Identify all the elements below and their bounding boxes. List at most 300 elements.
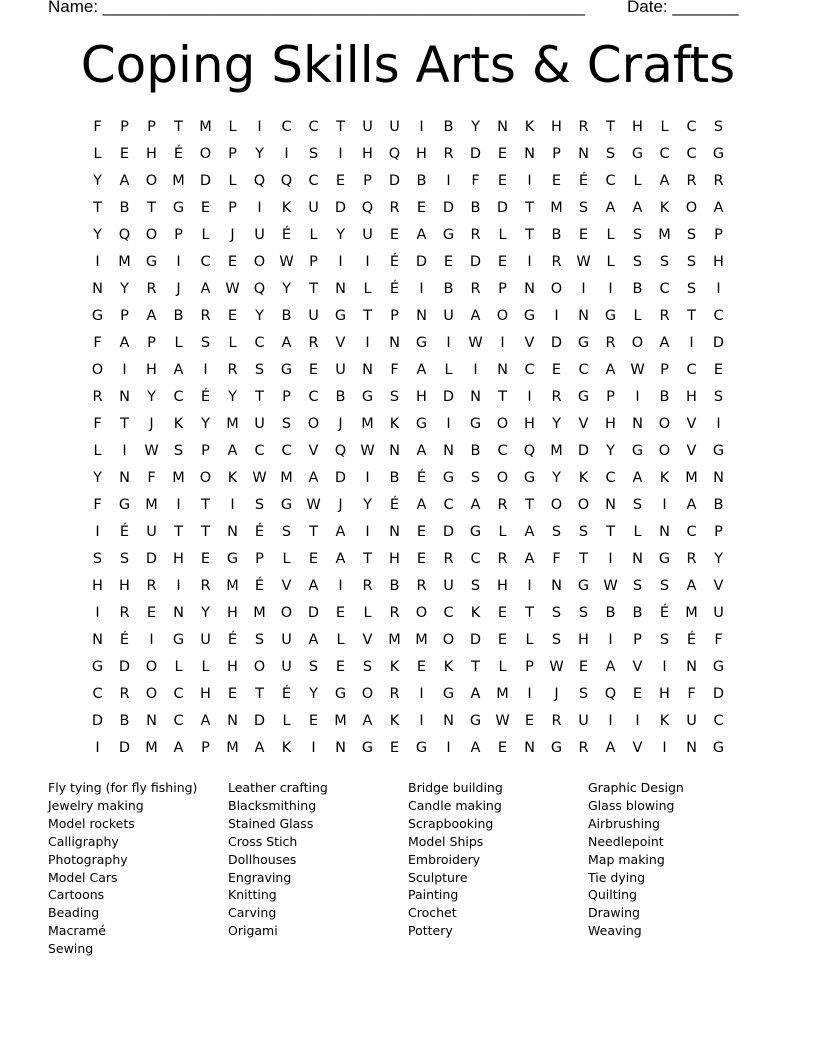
grid-letter: I bbox=[716, 281, 721, 297]
grid-letter: S bbox=[362, 659, 373, 675]
grid-letter: A bbox=[254, 740, 265, 756]
grid-letter: O bbox=[199, 146, 212, 162]
grid-letter: T bbox=[525, 227, 534, 243]
grid-letter: R bbox=[443, 146, 454, 162]
grid-letter: B bbox=[119, 713, 130, 729]
grid-letter: S bbox=[578, 686, 589, 702]
grid-letter: P bbox=[201, 443, 210, 459]
grid-letter: S bbox=[632, 578, 643, 594]
grid-letter: W bbox=[468, 335, 483, 351]
grid-letter: W bbox=[495, 713, 510, 729]
grid-letter: K bbox=[470, 605, 481, 621]
grid-letter: I bbox=[662, 740, 667, 756]
grid-letter: P bbox=[282, 389, 291, 405]
grid-letter: K bbox=[173, 416, 184, 432]
grid-letter: C bbox=[686, 524, 697, 540]
word-list-item: Dollhouses bbox=[228, 851, 297, 867]
grid-letter: A bbox=[470, 308, 481, 324]
grid-letter: G bbox=[712, 740, 725, 756]
grid-letter: Y bbox=[282, 281, 291, 297]
grid-letter: E bbox=[308, 362, 319, 378]
word-list-item: Bridge building bbox=[408, 780, 503, 795]
grid-letter: A bbox=[632, 470, 643, 486]
grid-letter: A bbox=[200, 713, 211, 729]
grid-letter: W bbox=[576, 254, 591, 270]
grid-letter: O bbox=[280, 605, 293, 621]
grid-letter: I bbox=[419, 713, 424, 729]
grid-letter: E bbox=[308, 551, 319, 567]
grid-letter: V bbox=[578, 416, 589, 432]
grid-letter: M bbox=[550, 200, 563, 216]
grid-letter: D bbox=[469, 254, 482, 270]
grid-letter: S bbox=[254, 632, 265, 648]
grid-row bbox=[84, 222, 732, 249]
grid-letter: I bbox=[446, 416, 451, 432]
grid-letter: S bbox=[173, 443, 184, 459]
grid-letter: N bbox=[524, 146, 535, 162]
grid-letter: N bbox=[173, 605, 184, 621]
grid-letter: G bbox=[91, 308, 104, 324]
grid-letter: P bbox=[147, 335, 156, 351]
grid-letter: B bbox=[659, 389, 670, 405]
grid-letter: L bbox=[525, 632, 534, 648]
grid-letter: A bbox=[605, 362, 616, 378]
word-search-grid bbox=[84, 114, 732, 762]
grid-letter: O bbox=[658, 416, 671, 432]
grid-letter: K bbox=[524, 119, 535, 135]
grid-letter: B bbox=[389, 470, 400, 486]
grid-letter: R bbox=[551, 389, 562, 405]
grid-letter: T bbox=[471, 659, 480, 675]
word-list-item: Jewelry making bbox=[48, 797, 144, 813]
grid-letter: Y bbox=[120, 281, 129, 297]
grid-letter: L bbox=[201, 659, 210, 675]
grid-letter: O bbox=[145, 227, 158, 243]
grid-row bbox=[84, 600, 732, 627]
grid-letter: M bbox=[226, 578, 239, 594]
grid-letter: U bbox=[713, 605, 724, 621]
grid-letter: N bbox=[146, 713, 157, 729]
word-list-item: Model Ships bbox=[408, 833, 484, 849]
grid-letter: D bbox=[334, 200, 347, 216]
grid-letter: A bbox=[119, 335, 130, 351]
grid-letter: S bbox=[686, 254, 697, 270]
grid-letter: N bbox=[92, 281, 103, 297]
grid-letter: K bbox=[389, 713, 400, 729]
grid-letter: L bbox=[363, 605, 372, 621]
grid-row bbox=[84, 249, 732, 276]
grid-letter: R bbox=[92, 389, 103, 405]
grid-letter: R bbox=[200, 308, 211, 324]
grid-letter: K bbox=[659, 200, 670, 216]
grid-letter: N bbox=[686, 659, 697, 675]
grid-letter: B bbox=[470, 200, 481, 216]
grid-letter: A bbox=[524, 551, 535, 567]
grid-letter: T bbox=[525, 200, 534, 216]
word-list-item: Scrapbooking bbox=[408, 815, 494, 831]
grid-row bbox=[84, 438, 732, 465]
grid-letter: E bbox=[335, 173, 346, 189]
grid-letter: A bbox=[200, 281, 211, 297]
word-list-item: Carving bbox=[228, 905, 277, 921]
grid-letter: I bbox=[365, 470, 370, 486]
grid-letter: O bbox=[307, 416, 320, 432]
grid-letter: A bbox=[632, 200, 643, 216]
grid-letter: M bbox=[334, 713, 347, 729]
grid-letter: E bbox=[227, 254, 238, 270]
grid-letter: L bbox=[174, 659, 183, 675]
grid-letter: E bbox=[416, 524, 427, 540]
grid-letter: K bbox=[389, 659, 400, 675]
grid-letter: K bbox=[281, 200, 292, 216]
grid-letter: S bbox=[632, 254, 643, 270]
grid-letter: G bbox=[469, 524, 482, 540]
grid-letter: G bbox=[577, 335, 590, 351]
grid-letter: E bbox=[200, 551, 211, 567]
grid-letter: Q bbox=[118, 227, 131, 243]
grid-letter: H bbox=[389, 551, 400, 567]
grid-letter: H bbox=[173, 551, 184, 567]
grid-letter: O bbox=[496, 416, 509, 432]
word-list-item: Glass blowing bbox=[588, 797, 675, 813]
grid-letter: E bbox=[713, 362, 724, 378]
grid-letter: L bbox=[282, 551, 291, 567]
grid-letter: H bbox=[524, 416, 535, 432]
grid-letter: S bbox=[281, 416, 292, 432]
word-list-item: Graphic Design bbox=[588, 780, 684, 795]
grid-letter: T bbox=[309, 281, 318, 297]
grid-letter: T bbox=[525, 497, 534, 513]
grid-letter: N bbox=[524, 740, 535, 756]
grid-letter: U bbox=[146, 524, 157, 540]
grid-letter: O bbox=[550, 497, 563, 513]
grid-letter: D bbox=[145, 551, 158, 567]
grid-letter: W bbox=[225, 281, 240, 297]
word-list-item: Knitting bbox=[228, 887, 277, 903]
grid-letter: R bbox=[497, 497, 508, 513]
grid-row bbox=[84, 465, 732, 492]
grid-letter: N bbox=[119, 470, 130, 486]
grid-letter: N bbox=[443, 443, 454, 459]
grid-letter: D bbox=[712, 335, 725, 351]
grid-letter: E bbox=[389, 740, 400, 756]
grid-letter: A bbox=[416, 443, 427, 459]
grid-letter: I bbox=[689, 335, 694, 351]
grid-letter: U bbox=[281, 659, 292, 675]
grid-letter: E bbox=[227, 308, 238, 324]
grid-letter: P bbox=[201, 740, 210, 756]
grid-letter: A bbox=[605, 200, 616, 216]
grid-letter: É bbox=[227, 632, 238, 648]
grid-letter: U bbox=[200, 632, 211, 648]
grid-letter: E bbox=[416, 659, 427, 675]
grid-letter: J bbox=[338, 416, 343, 432]
grid-letter: H bbox=[551, 119, 562, 135]
grid-letter: I bbox=[527, 389, 532, 405]
grid-letter: V bbox=[335, 335, 346, 351]
grid-letter: S bbox=[713, 119, 724, 135]
grid-letter: N bbox=[227, 524, 238, 540]
grid-letter: E bbox=[443, 254, 454, 270]
grid-letter: A bbox=[362, 713, 373, 729]
grid-letter: H bbox=[416, 389, 427, 405]
grid-letter: I bbox=[554, 308, 559, 324]
grid-letter: J bbox=[230, 227, 235, 243]
grid-letter: H bbox=[578, 632, 589, 648]
grid-letter: M bbox=[496, 686, 509, 702]
grid-letter: Q bbox=[253, 281, 266, 297]
grid-letter: I bbox=[365, 335, 370, 351]
grid-letter: D bbox=[712, 686, 725, 702]
grid-letter: P bbox=[660, 362, 669, 378]
grid-letter: I bbox=[284, 146, 289, 162]
grid-letter: I bbox=[230, 497, 235, 513]
grid-letter: M bbox=[361, 416, 374, 432]
word-list-item: Quilting bbox=[588, 887, 637, 903]
grid-letter: R bbox=[308, 335, 319, 351]
grid-letter: T bbox=[201, 497, 210, 513]
grid-letter: A bbox=[281, 335, 292, 351]
grid-letter: L bbox=[174, 335, 183, 351]
grid-letter: E bbox=[497, 146, 508, 162]
grid-letter: I bbox=[527, 578, 532, 594]
grid-letter: N bbox=[389, 335, 400, 351]
grid-letter: É bbox=[416, 470, 427, 486]
grid-letter: L bbox=[606, 227, 615, 243]
word-list-item: Cartoons bbox=[48, 887, 105, 903]
grid-letter: D bbox=[415, 254, 428, 270]
grid-letter: H bbox=[227, 659, 238, 675]
grid-letter: S bbox=[308, 146, 319, 162]
word-list-column bbox=[588, 779, 684, 940]
grid-letter: R bbox=[578, 740, 589, 756]
grid-letter: L bbox=[336, 632, 345, 648]
grid-letter: B bbox=[713, 497, 724, 513]
grid-letter: E bbox=[497, 254, 508, 270]
grid-letter: O bbox=[253, 254, 266, 270]
grid-letter: S bbox=[659, 254, 670, 270]
grid-letter: Y bbox=[147, 389, 156, 405]
grid-letter: E bbox=[497, 173, 508, 189]
grid-letter: R bbox=[119, 686, 130, 702]
grid-letter: G bbox=[145, 254, 158, 270]
grid-letter: U bbox=[254, 227, 265, 243]
grid-letter: G bbox=[415, 416, 428, 432]
grid-letter: S bbox=[470, 470, 481, 486]
grid-letter: G bbox=[469, 416, 482, 432]
grid-letter: P bbox=[174, 227, 183, 243]
grid-letter: H bbox=[713, 254, 724, 270]
grid-letter: N bbox=[335, 281, 346, 297]
grid-letter: G bbox=[469, 713, 482, 729]
grid-letter: I bbox=[662, 497, 667, 513]
grid-letter: K bbox=[443, 659, 454, 675]
grid-letter: P bbox=[390, 308, 399, 324]
grid-letter: W bbox=[306, 497, 321, 513]
grid-letter: É bbox=[173, 146, 184, 162]
grid-letter: E bbox=[119, 146, 130, 162]
grid-letter: I bbox=[446, 173, 451, 189]
grid-letter: N bbox=[335, 740, 346, 756]
grid-letter: É bbox=[659, 605, 670, 621]
grid-letter: U bbox=[389, 119, 400, 135]
grid-row bbox=[84, 546, 732, 573]
grid-letter: G bbox=[118, 497, 131, 513]
grid-letter: T bbox=[174, 119, 183, 135]
grid-letter: I bbox=[419, 119, 424, 135]
grid-letter: S bbox=[578, 200, 589, 216]
grid-letter: P bbox=[714, 524, 723, 540]
grid-letter: Y bbox=[201, 605, 210, 621]
grid-letter: B bbox=[119, 200, 130, 216]
grid-letter: M bbox=[145, 740, 158, 756]
grid-letter: W bbox=[603, 578, 618, 594]
grid-letter: Y bbox=[552, 470, 561, 486]
grid-letter: S bbox=[551, 632, 562, 648]
grid-letter: É bbox=[254, 578, 265, 594]
grid-letter: L bbox=[201, 227, 210, 243]
grid-letter: I bbox=[635, 713, 640, 729]
grid-letter: G bbox=[334, 308, 347, 324]
grid-letter: S bbox=[281, 524, 292, 540]
grid-letter: R bbox=[551, 254, 562, 270]
grid-letter: H bbox=[686, 389, 697, 405]
grid-letter: J bbox=[554, 686, 559, 702]
grid-letter: D bbox=[550, 335, 563, 351]
grid-letter: C bbox=[470, 551, 481, 567]
grid-letter: G bbox=[523, 308, 536, 324]
grid-letter: D bbox=[442, 389, 455, 405]
word-list-item: Tie dying bbox=[588, 869, 646, 885]
grid-letter: L bbox=[498, 659, 507, 675]
grid-letter: I bbox=[446, 740, 451, 756]
grid-letter: I bbox=[635, 389, 640, 405]
grid-letter: L bbox=[633, 173, 642, 189]
word-list-item: Leather crafting bbox=[228, 780, 328, 795]
word-list-item: Blacksmithing bbox=[228, 797, 317, 813]
grid-letter: I bbox=[338, 578, 343, 594]
grid-letter: G bbox=[172, 200, 185, 216]
grid-letter: I bbox=[95, 605, 100, 621]
grid-letter: É bbox=[578, 173, 589, 189]
grid-letter: D bbox=[442, 200, 455, 216]
word-list-item: Cross Stich bbox=[228, 833, 298, 849]
grid-letter: C bbox=[281, 443, 292, 459]
grid-letter: V bbox=[524, 335, 535, 351]
grid-letter: A bbox=[335, 524, 346, 540]
grid-letter: Y bbox=[93, 470, 102, 486]
word-list-item: Photography bbox=[48, 851, 128, 867]
grid-letter: É bbox=[281, 227, 292, 243]
grid-letter: L bbox=[282, 713, 291, 729]
grid-row bbox=[84, 330, 732, 357]
grid-letter: I bbox=[365, 524, 370, 540]
grid-letter: M bbox=[253, 605, 266, 621]
grid-letter: P bbox=[228, 200, 237, 216]
grid-row bbox=[84, 411, 732, 438]
grid-letter: R bbox=[659, 308, 670, 324]
grid-letter: I bbox=[338, 146, 343, 162]
grid-letter: L bbox=[228, 119, 237, 135]
grid-letter: I bbox=[149, 632, 154, 648]
grid-letter: S bbox=[254, 362, 265, 378]
grid-letter: U bbox=[443, 308, 454, 324]
grid-letter: T bbox=[525, 605, 534, 621]
grid-letter: A bbox=[119, 173, 130, 189]
grid-row bbox=[84, 519, 732, 546]
word-list-item: Stained Glass bbox=[228, 815, 314, 831]
grid-letter: I bbox=[527, 254, 532, 270]
grid-letter: G bbox=[280, 497, 293, 513]
grid-letter: B bbox=[605, 605, 616, 621]
grid-letter: A bbox=[173, 362, 184, 378]
grid-letter: E bbox=[416, 200, 427, 216]
grid-letter: C bbox=[713, 713, 724, 729]
grid-letter: I bbox=[500, 335, 505, 351]
grid-letter: P bbox=[363, 173, 372, 189]
grid-letter: U bbox=[254, 416, 265, 432]
grid-row bbox=[84, 735, 732, 762]
grid-letter: A bbox=[713, 200, 724, 216]
grid-letter: Q bbox=[523, 443, 536, 459]
grid-letter: D bbox=[118, 740, 131, 756]
grid-letter: L bbox=[660, 119, 669, 135]
grid-letter: E bbox=[497, 632, 508, 648]
grid-letter: G bbox=[91, 659, 104, 675]
grid-letter: L bbox=[228, 335, 237, 351]
grid-letter: R bbox=[200, 578, 211, 594]
grid-letter: I bbox=[716, 416, 721, 432]
grid-letter: T bbox=[687, 308, 696, 324]
grid-letter: R bbox=[470, 281, 481, 297]
word-list-item: Sewing bbox=[48, 941, 94, 957]
grid-letter: W bbox=[279, 254, 294, 270]
grid-letter: B bbox=[632, 605, 643, 621]
grid-letter: C bbox=[173, 713, 184, 729]
grid-letter: I bbox=[257, 119, 262, 135]
grid-letter: T bbox=[363, 308, 372, 324]
grid-letter: I bbox=[608, 551, 613, 567]
grid-letter: I bbox=[122, 362, 127, 378]
grid-letter: V bbox=[713, 578, 724, 594]
grid-letter: A bbox=[227, 443, 238, 459]
grid-letter: S bbox=[200, 335, 211, 351]
grid-letter: O bbox=[550, 281, 563, 297]
grid-letter: K bbox=[659, 713, 670, 729]
grid-letter: M bbox=[280, 470, 293, 486]
grid-letter: K bbox=[281, 740, 292, 756]
grid-letter: C bbox=[308, 119, 319, 135]
grid-letter: L bbox=[498, 227, 507, 243]
grid-letter: E bbox=[416, 551, 427, 567]
grid-letter: É bbox=[389, 497, 400, 513]
grid-letter: G bbox=[415, 740, 428, 756]
grid-letter: D bbox=[469, 146, 482, 162]
grid-letter: A bbox=[605, 740, 616, 756]
grid-letter: M bbox=[172, 470, 185, 486]
grid-letter: E bbox=[389, 227, 400, 243]
grid-letter: B bbox=[470, 443, 481, 459]
grid-letter: O bbox=[415, 605, 428, 621]
grid-letter: E bbox=[200, 200, 211, 216]
grid-letter: A bbox=[686, 578, 697, 594]
grid-letter: L bbox=[93, 146, 102, 162]
grid-letter: F bbox=[147, 470, 156, 486]
grid-letter: I bbox=[365, 254, 370, 270]
grid-letter: V bbox=[362, 632, 373, 648]
grid-letter: W bbox=[144, 443, 159, 459]
word-list-item: Painting bbox=[408, 887, 459, 903]
